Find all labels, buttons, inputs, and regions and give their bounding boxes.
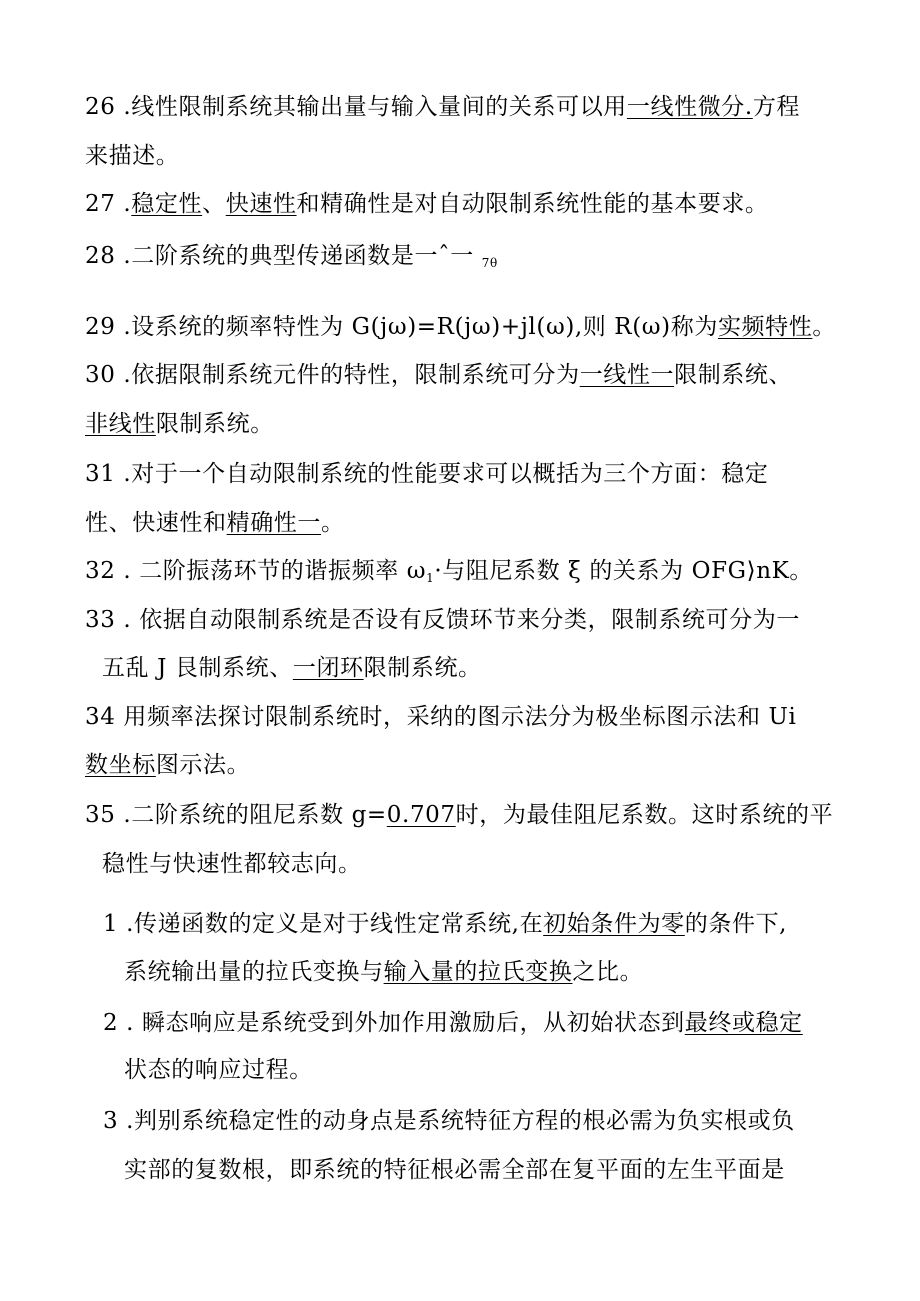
- text-segment: 7θ: [481, 256, 498, 270]
- text-line: [103, 909, 787, 939]
- text-line: [85, 750, 250, 780]
- text-line: [85, 141, 179, 171]
- text-segment: 方程: [752, 94, 801, 120]
- text-segment: 34 用频率法探讨限制系统时，采纳的图示法分为极坐标图示法和 Ui: [85, 704, 797, 730]
- answer-blank: 快速性: [225, 191, 297, 217]
- answer-blank: 初始条件为零: [543, 911, 685, 937]
- text-segment: 。: [321, 510, 345, 536]
- text-line: [85, 605, 800, 635]
- text-line: [124, 1155, 785, 1185]
- text-line: [85, 360, 792, 390]
- answer-blank: 输入量的拉氏变换: [383, 959, 573, 985]
- answer-blank: 一线性微分.: [626, 94, 753, 120]
- text-segment: 图示法。: [155, 752, 251, 778]
- text-segment: 实部的复数根，即系统的特征根必需全部在复平面的左生平面是: [124, 1157, 785, 1183]
- text-segment: 1 .传递函数的定义是对于线性定常系统,在: [103, 911, 544, 937]
- text-line: [85, 312, 836, 342]
- text-line: [124, 1055, 313, 1085]
- text-segment: 28 .二阶系统的典型传递函数是一ˆ一: [85, 243, 482, 269]
- text-segment: 30 .依据限制系统元件的特性，限制系统可分为: [85, 362, 580, 388]
- text-segment: 限制系统。: [155, 411, 274, 437]
- text-segment: 26 .线性限制系统其输出量与输入量间的关系可以用: [85, 94, 627, 120]
- text-segment: 状态的响应过程。: [124, 1057, 313, 1083]
- text-line: [85, 92, 800, 122]
- text-segment: 、: [202, 191, 226, 217]
- text-line: [103, 1008, 803, 1038]
- text-line: [103, 1106, 795, 1136]
- text-line: [85, 189, 769, 219]
- answer-blank: 稳定性: [131, 191, 203, 217]
- text-segment: 之比。: [572, 959, 644, 985]
- text-segment: 五乱 J 艮制系统、: [102, 655, 293, 681]
- text-line: [85, 702, 796, 732]
- text-line: [85, 800, 833, 830]
- text-line: [102, 849, 362, 879]
- text-segment: 32 . 二阶振荡环节的谐振频率 ω: [85, 558, 427, 584]
- text-segment: 31 .对于一个自动限制系统的性能要求可以概括为三个方面：稳定: [85, 461, 769, 487]
- text-segment: 来描述。: [85, 143, 180, 169]
- answer-blank: 非线性: [85, 411, 156, 437]
- text-line: [124, 957, 643, 987]
- answer-blank: 一线性一: [579, 362, 675, 388]
- text-segment: 2 . 瞬态响应是系统受到外加作用激励后，从初始状态到: [103, 1010, 685, 1036]
- text-segment: 和精确性是对自动限制系统性能的基本要求。: [296, 191, 769, 217]
- text-segment: 。: [812, 314, 836, 340]
- text-segment: 35 .二阶系统的阻尼系数 g=: [85, 802, 387, 828]
- answer-blank: 0.707: [386, 802, 456, 828]
- text-line: [102, 653, 482, 683]
- text-line: [85, 241, 498, 278]
- text-segment: 时，为最佳阻尼系数。这时系统的平: [455, 802, 834, 828]
- text-segment: 限制系统、: [674, 362, 793, 388]
- text-segment: 系统输出量的拉氏变换与: [124, 959, 384, 985]
- answer-blank: 一闭环: [292, 655, 364, 681]
- text-segment: 限制系统。: [363, 655, 482, 681]
- text-line: [85, 508, 345, 538]
- text-segment: 29 .设系统的频率特性为 G(jω)=R(jω)+jl(ω),则 R(ω)称为: [85, 314, 718, 340]
- text-line: [85, 556, 813, 593]
- text-segment: 3 .判别系统稳定性的动身点是系统特征方程的根必需为负实根或负: [103, 1108, 795, 1134]
- text-segment: ·与阻尼系数 ξ 的关系为 OFG⟩nK。: [434, 558, 813, 584]
- answer-blank: 数坐标: [85, 752, 156, 778]
- answer-blank: 最终或稳定: [684, 1010, 803, 1036]
- text-line: [85, 409, 274, 439]
- text-segment: 1: [426, 571, 435, 585]
- answer-blank: 实频特性: [717, 314, 813, 340]
- answer-blank: 精确性一: [226, 510, 322, 536]
- text-segment: 27 .: [85, 191, 132, 217]
- text-segment: 稳性与快速性都较志向。: [102, 851, 362, 877]
- text-segment: 性、快速性和: [85, 510, 227, 536]
- text-line: [85, 459, 769, 489]
- text-segment: 33 . 依据自动限制系统是否设有反馈环节来分类，限制系统可分为一: [85, 607, 800, 633]
- text-segment: 的条件下,: [684, 911, 788, 937]
